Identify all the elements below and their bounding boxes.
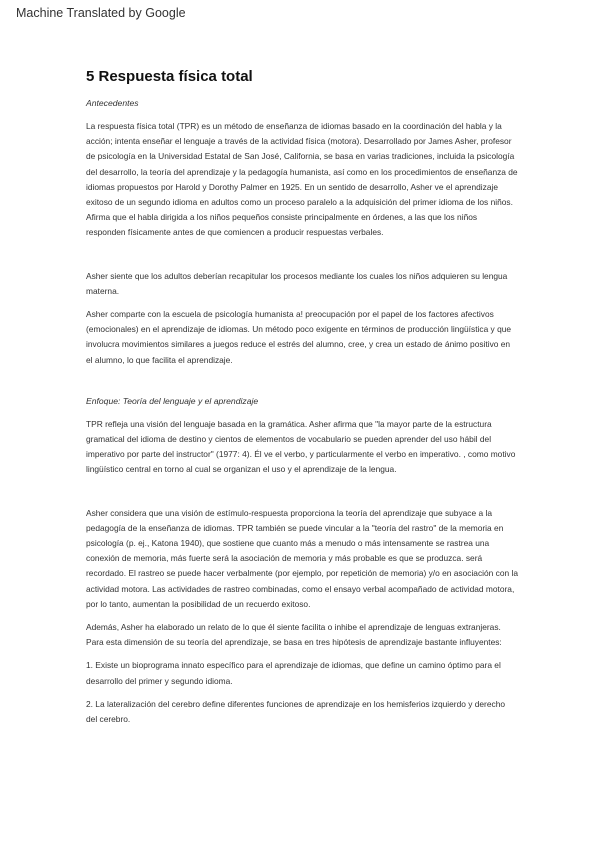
document-page xyxy=(86,68,518,727)
section-heading-enfoque: Enfoque: Teoría del lenguaje y el aprendizaje xyxy=(86,395,259,406)
list-item-bioprogram: 1. Existe un bioprograma innato específico para el aprendizaje de idiomas, que define un camino óptimo para el desarrollo del primer y segundo idioma. xyxy=(86,660,501,686)
paragraph-humanistic: Asher comparte con la escuela de psicología humanista a! preocupación por el papel de los factores afectivos (emocionales) en el aprendizaje de idiomas. Un método poco exigente en términos de producción lingüística y que involucra movimientos similares a juegos reduce el estrés del alumno, cree, y crea un estado de ánimo positivo en el alumno, lo que facilita el aprendizaje. xyxy=(86,309,512,365)
list-item-lateralization: 2. La lateralización del cerebro define diferentes funciones de aprendizaje en los hemisferios izquierdo y derecho del cerebro. xyxy=(86,698,506,725)
paragraph-stimulus-response: Asher considera que una visión de estímulo-respuesta proporciona la teoría del aprendizaje que subyace a la pedagogía de la enseñanza de idiomas. TPR también se puede vincular a la "teoría del rastro" de la memoria en psicología (p. ej., Katona 1940), que sostiene que cuanto más a menudo o más intensamente se rastrea una conexión de memoria, más fuerte será la asociación de memoria y más probable es que se produzca. será recordado. El rastreo se puede hacer verbalmente (por ejemplo, por repetición de memoria) y/o en asociación con la actividad motora. Las actividades de rastreo combinadas, como el ensayo verbal acompañado de actividad motora, por lo tanto, aumentan la posibilidad de un recuerdo exitoso. xyxy=(86,507,519,609)
section-heading-antecedentes: Antecedentes xyxy=(86,98,139,108)
paragraph-recapitulate: Asher siente que los adultos deberían recapitular los procesos mediante los cuales los niños adquieren su lengua materna. xyxy=(86,270,508,296)
machine-translation-banner: Machine Translated by Google xyxy=(16,6,186,20)
paragraph-intro: La respuesta física total (TPR) es un método de enseñanza de idiomas basado en la coordinación del habla y la acción; intenta enseñar el lenguaje a través de la actividad física (motora). Desarrollado por James Asher, profesor de psicología en la Universidad Estatal de San José, California, se basa en varias tradiciones, incluida la psicología del desarrollo, la teoría del aprendizaje y la pedagogía humanista, así como en los procedimientos de enseñanza de idiomas propuestos por Harold y Dorothy Palmer en 1925. En un sentido de desarrollo, Asher ve el aprendizaje exitoso de un segundo idioma en adultos como un proceso paralelo a la adquisición del primer idioma de los niños. Afirma que el habla dirigida a los niños pequeños consiste principalmente en órdenes, a las que los niños responden físicamente antes de que comiencen a producir respuestas verbales. xyxy=(86,121,518,238)
chapter-title: 5 Respuesta física total xyxy=(86,68,253,85)
paragraph-grammar: TPR refleja una visión del lenguaje basada en la gramática. Asher afirma que "la mayor parte de la estructura gramatical del idioma de destino y cientos de elementos de vocabulario se pueden aprender del uso hábil del imperativo por parte del instructor" (1977: 4). Él ve el verbo, y particularmente el verbo en imperativo. , como motivo lingüístico central en torno al cual se organizan el uso y el aprendizaje de la lengua. xyxy=(86,418,516,475)
paragraph-hypotheses: Además, Asher ha elaborado un relato de lo que él siente facilita o inhibe el aprendizaje de lenguas extranjeras. Para esta dimensión de su teoría del aprendizaje, se basa en tres hipótesis de aprendizaje bastante influyentes: xyxy=(86,622,502,648)
